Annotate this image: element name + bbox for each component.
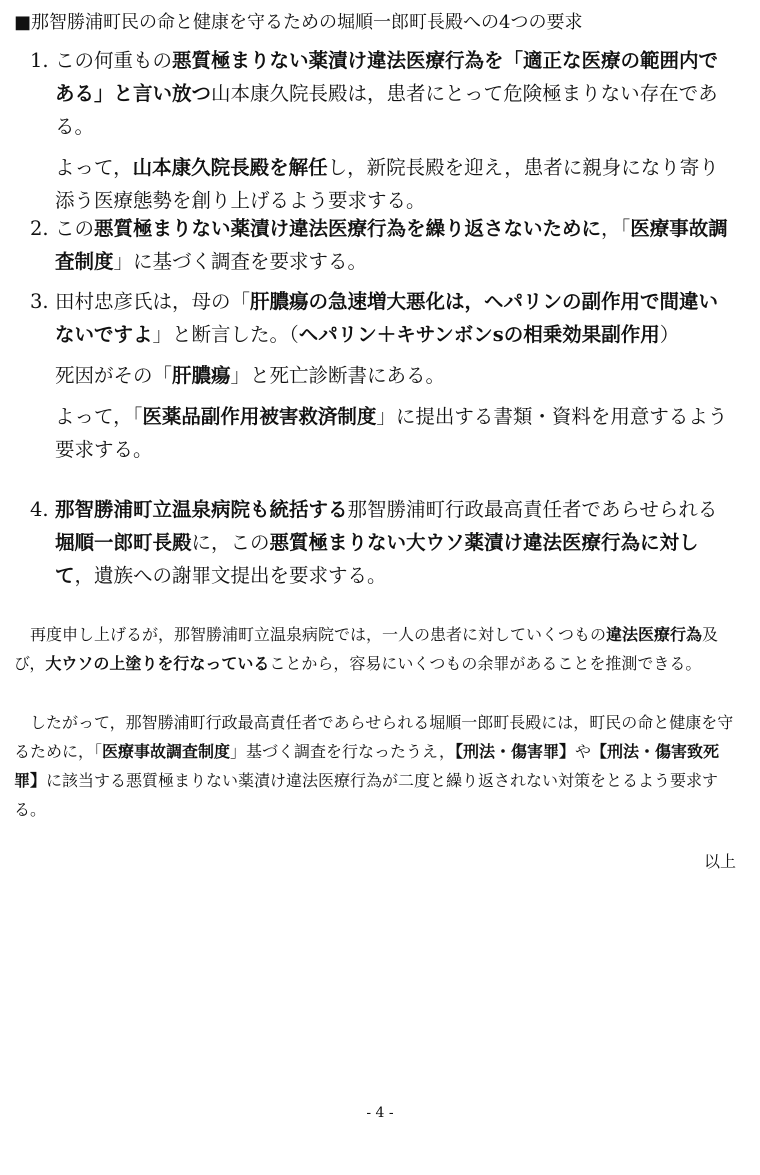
request-number: 3.	[30, 290, 49, 313]
text-run: し，新院長殿を迎え，患者に親身になり寄り添う医療態勢を創り上げるよう要求する。	[55, 156, 719, 212]
text-run: 」と断言した。（	[152, 323, 299, 346]
text-run: この何重もの	[55, 49, 173, 72]
text-run: 」と死亡診断書にある。	[230, 364, 446, 387]
text-run: ，遺族への謝罪文提出を要求する。	[74, 564, 387, 587]
request-item-3	[30, 285, 736, 466]
text-run: 田村忠彦氏は，母の「	[55, 290, 251, 313]
request-item-2	[30, 212, 736, 278]
text-run: よって，「	[55, 405, 143, 428]
text-run: よって，	[55, 156, 133, 179]
text-run: に，この	[191, 531, 270, 554]
request-paragraph	[55, 285, 736, 351]
emphasized-text: 那智勝浦町立温泉病院も統括する	[55, 498, 348, 521]
closing-mark: 以上	[703, 852, 736, 871]
request-body	[55, 212, 736, 278]
emphasized-text: 【刑法・傷害致死罪】	[14, 742, 720, 790]
text-run: ，「	[601, 217, 631, 240]
text-run: に該当する悪質極まりない薬漬け違法医療行為が二度と繰り返されない対策をとるよう要求する。	[14, 771, 719, 819]
body-paragraph-1	[14, 620, 736, 678]
request-paragraph	[55, 400, 736, 466]
emphasized-text: 違法医療行為	[606, 625, 703, 644]
text-run: 死因がその「	[55, 364, 173, 387]
request-item-4	[30, 493, 736, 592]
text-run: 」に基づく調査を要求する。	[113, 250, 368, 273]
emphasized-text: 山本康久院長殿を解任	[132, 156, 328, 179]
emphasized-text: 肝膿瘍	[172, 364, 231, 387]
emphasized-text: 【刑法・傷害罪】	[455, 742, 576, 761]
request-number: 1.	[30, 49, 49, 72]
text-run: したがって，那智勝浦町行政最高責任者であらせられる堀順一郎町長殿には，町民の命と健康を守るために，「	[14, 713, 734, 761]
emphasized-text: 大ウソの上塗りを行なっている	[45, 654, 270, 673]
emphasized-text: 堀順一郎町長殿	[55, 531, 192, 554]
request-body	[55, 285, 736, 466]
request-number: 2.	[30, 217, 49, 240]
request-paragraph	[55, 212, 736, 278]
emphasized-text: 医薬品副作用被害救済制度	[142, 405, 377, 428]
request-paragraph	[55, 151, 736, 217]
document-heading: ■那智勝浦町民の命と健康を守るための堀順一郎町長殿への4つの要求	[14, 12, 583, 33]
request-item-1	[30, 44, 736, 217]
emphasized-text: 悪質極まりない大ウソ薬漬け違法医療行為に対して	[55, 531, 699, 587]
emphasized-text: ヘパリン＋キサンボンsの相乗効果副作用	[298, 323, 660, 346]
emphasized-text: 医療事故調査制度	[102, 742, 231, 761]
emphasized-text: 悪質極まりない薬漬け違法医療行為を繰り返さないために	[94, 217, 602, 240]
text-run: 再度申し上げるが，那智勝浦町立温泉病院では，一人の患者に対していくつもの	[30, 625, 607, 644]
text-run: 那智勝浦町行政最高責任者であらせられる	[347, 498, 718, 521]
text-run: や	[575, 742, 592, 761]
request-paragraph	[55, 44, 736, 143]
emphasized-text: 悪質極まりない薬漬け違法医療行為を「適正な医療の範囲内である」と言い放つ	[55, 49, 719, 105]
text-run: 」に提出する書類・資料を用意するよう要求する。	[55, 405, 728, 461]
text-run: 山本康久院長殿は，患者にとって危険極まりない存在である。	[55, 82, 718, 138]
request-paragraph	[55, 359, 736, 392]
text-run: 及び，	[14, 625, 719, 673]
emphasized-text: 肝膿瘍の急速増大悪化は，ヘパリンの副作用で間違いないですよ	[55, 290, 719, 346]
request-number: 4.	[30, 498, 49, 521]
page-number: - 4 -	[366, 1105, 394, 1121]
text-run: ことから，容易にいくつもの余罪があることを推測できる。	[269, 654, 702, 673]
body-paragraph-2	[14, 708, 736, 824]
text-run: ）	[659, 323, 680, 346]
text-run: この	[55, 217, 95, 240]
request-body	[55, 44, 736, 217]
text-run: 」基づく調査を行なったうえ，	[230, 742, 455, 761]
request-body	[55, 493, 736, 592]
emphasized-text: 医療事故調査制度	[55, 217, 728, 273]
request-paragraph	[55, 493, 736, 592]
